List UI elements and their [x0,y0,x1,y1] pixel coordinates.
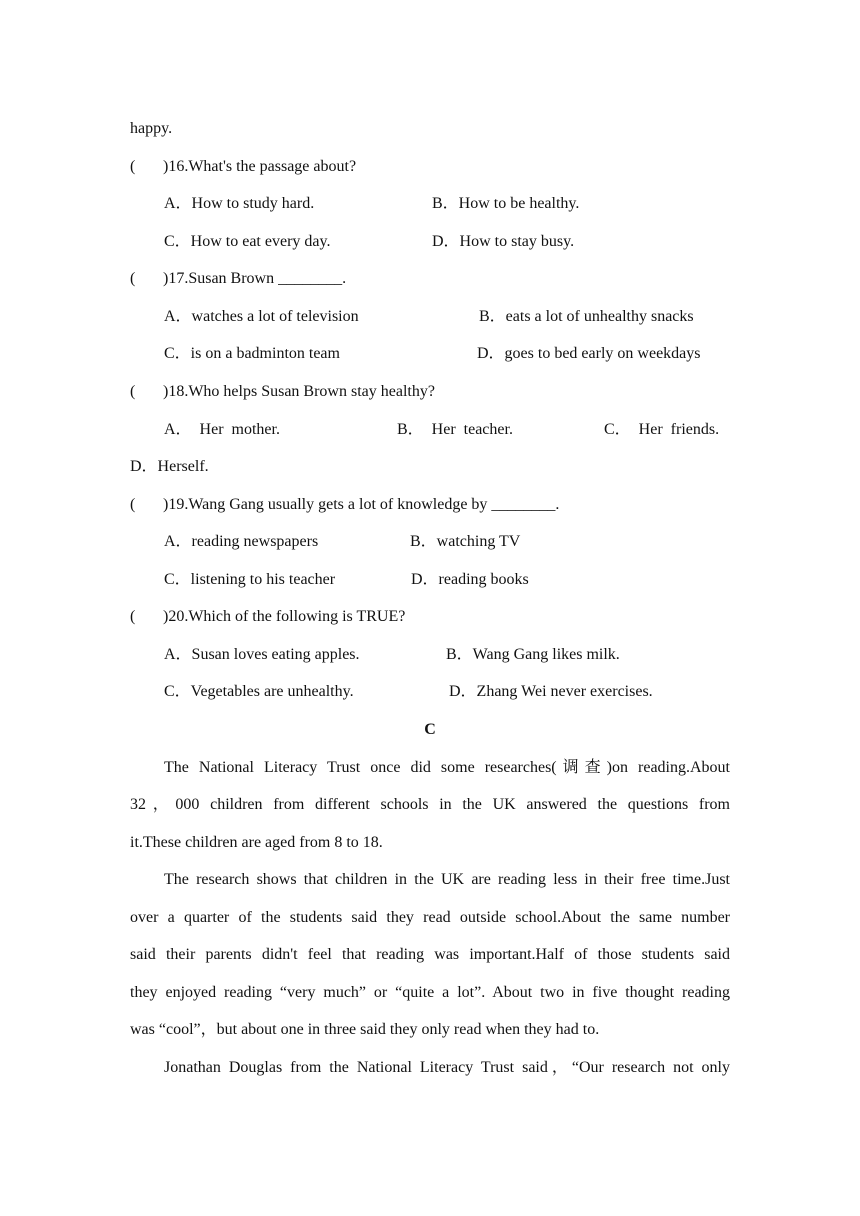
answer-blank: ( [130,608,136,625]
option-c: C．How to eat every day. [164,233,331,250]
option-d: D．Herself. [130,458,209,475]
option-b: B．eats a lot of unhealthy snacks [479,308,694,325]
option-c: C．Vegetables are unhealthy. [164,683,354,700]
paragraph-1-line-2: 32，000 children from different schools in the UK answered the questions from [130,796,730,813]
question-18 [130,382,435,402]
question-20 [130,607,405,627]
option-a: A．watches a lot of television [164,308,359,325]
question-stem: )16.What's the passage about? [163,158,357,175]
paragraph-3-line-1: Jonathan Douglas from the National Literacy Trust said，“Our research not only [164,1059,730,1076]
option-c: C．is on a badminton team [164,345,340,362]
answer-blank: ( [130,158,136,175]
question-19 [130,495,559,515]
question-16 [130,157,356,177]
option-b: B．watching TV [410,533,521,550]
paragraph-2-line-1: The research shows that children in the UK are reading less in their free time.Just [164,871,730,888]
option-a: A． Her mother. [164,421,280,438]
answer-blank: ( [130,383,136,400]
paragraph-1-line-1: The National Literacy Trust once did some researches(调查)on reading.About [164,759,730,776]
paragraph-2-line-3: said their parents didn't feel that reading was important.Half of those students said [130,946,730,963]
answer-blank: ( [130,270,136,287]
option-a: A．reading newspapers [164,533,319,550]
option-a: A．How to study hard. [164,195,315,212]
question-stem: )20.Which of the following is TRUE? [163,608,406,625]
paragraph-2-line-5: was “cool”，but about one in three said they only read when they had to. [130,1021,600,1038]
question-stem: )18.Who helps Susan Brown stay healthy? [163,383,435,400]
option-a: A．Susan loves eating apples. [164,646,360,663]
option-d: D．reading books [411,571,529,588]
option-b: B．Wang Gang likes milk. [446,646,620,663]
question-stem: )19.Wang Gang usually gets a lot of knowledge by ________. [163,496,560,513]
option-c: C． Her friends. [604,421,720,438]
question-17 [130,269,346,289]
option-d: D．Zhang Wei never exercises. [449,683,653,700]
question-stem: )17.Susan Brown ________. [163,270,347,287]
answer-blank: ( [130,496,136,513]
option-d: D．goes to bed early on weekdays [477,345,701,362]
option-b: B．How to be healthy. [432,195,580,212]
option-b: B． Her teacher. [397,421,513,438]
option-c: C．listening to his teacher [164,571,336,588]
section-title: C [424,721,436,738]
intro-tail: happy. [130,120,173,137]
paragraph-2-line-4: they enjoyed reading “very much” or “quite a lot”. About two in five thought reading [130,984,730,1001]
option-d: D．How to stay busy. [432,233,575,250]
paragraph-2-line-2: over a quarter of the students said they read outside school.About the same number [130,909,730,926]
paragraph-1-line-3: it.These children are aged from 8 to 18. [130,834,383,851]
